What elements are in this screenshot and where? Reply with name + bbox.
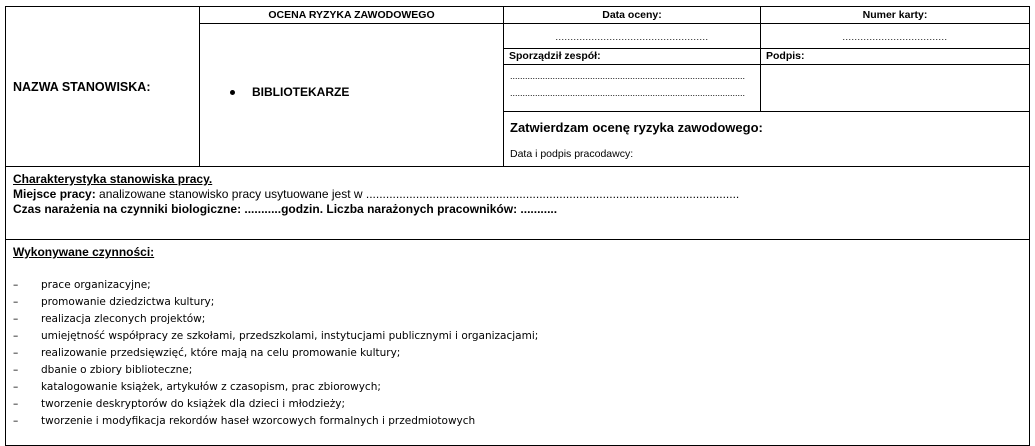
team-line-2: ..............................................................................................	[510, 88, 746, 98]
position-value-cell	[200, 24, 504, 167]
exposure-text: Czas narażenia na czynniki biologiczne: ...........godzin. Liczba narażonych pracowników: ...........	[13, 202, 558, 216]
signature-field[interactable]	[761, 65, 1030, 112]
task-text: dbanie o zbiory biblioteczne;	[41, 364, 193, 376]
characteristics-title: Charakterystyka stanowiska pracy.	[13, 172, 213, 186]
task-item	[13, 345, 1022, 362]
date-field[interactable]: ...................................................	[504, 24, 761, 49]
task-item	[13, 277, 1022, 294]
dash-icon: –	[13, 381, 19, 393]
tasks-title: Wykonywane czynności:	[13, 245, 155, 259]
task-text: umiejętność współpracy ze szkołami, przedszkolami, instytucjami publicznymi i organizacjami;	[41, 330, 539, 342]
dash-icon: –	[13, 279, 19, 291]
task-text: katalogowanie książek, artykułów z czasopism, prac zbiorowych;	[41, 381, 381, 393]
task-item	[13, 294, 1022, 311]
tasks-list	[13, 277, 1022, 430]
approval-subtitle: Data i podpis pracodawcy:	[510, 148, 634, 160]
task-text: tworzenie i modyfikacja rekordów haseł wzorcowych formalnych i przedmiotowych	[41, 415, 476, 427]
task-text: tworzenie deskryptorów do książek dla dzieci i młodzieży;	[41, 398, 345, 410]
exposure-line	[13, 202, 1022, 217]
task-item	[13, 362, 1022, 379]
task-item	[13, 311, 1022, 328]
dash-icon: –	[13, 415, 19, 427]
task-text: realizowanie przedsięwzięć, które mają na celu promowanie kultury;	[41, 347, 401, 359]
signature-label: Podpis:	[761, 49, 1030, 65]
workplace-label: Miejsce pracy:	[13, 187, 96, 201]
date-label: Data oceny:	[504, 7, 761, 24]
task-item	[13, 328, 1022, 345]
bullet-icon	[230, 90, 235, 95]
task-item	[13, 413, 1022, 430]
risk-assessment-title: OCENA RYZYKA ZAWODOWEGO	[200, 7, 504, 24]
dash-icon: –	[13, 313, 19, 325]
approval-title: Zatwierdzam ocenę ryzyka zawodowego:	[510, 120, 763, 135]
position-name-label: NAZWA STANOWISKA:	[6, 7, 200, 167]
characteristics-section	[6, 167, 1030, 240]
task-text: realizacja zleconych projektów;	[41, 313, 206, 325]
tasks-section	[6, 240, 1030, 446]
header-table	[5, 6, 1030, 446]
task-item	[13, 396, 1022, 413]
task-item	[13, 379, 1022, 396]
dash-icon: –	[13, 347, 19, 359]
dash-icon: –	[13, 296, 19, 308]
dash-icon: –	[13, 364, 19, 376]
task-text: prace organizacyjne;	[41, 279, 151, 291]
card-number-field[interactable]: ...................................	[761, 24, 1030, 49]
risk-assessment-form	[5, 6, 1029, 444]
position-name-value: BIBLIOTEKARZE	[252, 85, 350, 99]
approval-cell	[504, 112, 1030, 167]
task-text: promowanie dziedzictwa kultury;	[41, 296, 215, 308]
workplace-text: analizowane stanowisko pracy usytuowane jest w ................................................................................................................	[95, 187, 740, 201]
team-field[interactable]	[504, 65, 761, 112]
team-label: Sporządził zespół:	[504, 49, 761, 65]
dash-icon: –	[13, 398, 19, 410]
team-line-1: ..............................................................................................	[510, 71, 746, 81]
workplace-line	[13, 187, 1022, 202]
card-number-label: Numer karty:	[761, 7, 1030, 24]
dash-icon: –	[13, 330, 19, 342]
position-bullet	[230, 85, 349, 99]
